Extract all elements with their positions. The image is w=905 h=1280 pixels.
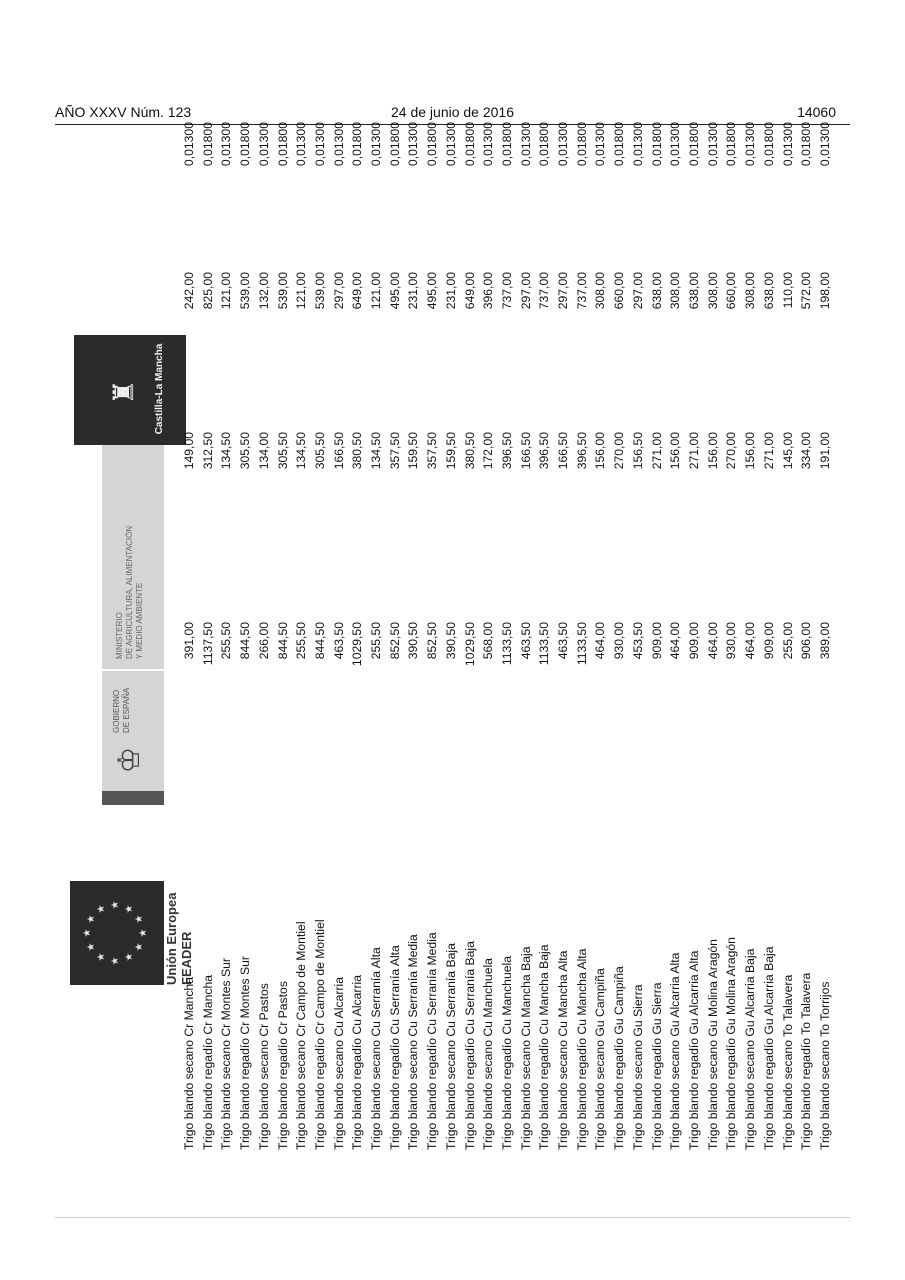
table-row <box>180 122 199 1150</box>
cell-desc: Trigo blando secano Gu Alcarria Alta <box>668 952 683 1150</box>
eu-flag-logo <box>70 881 164 985</box>
cell-v3: 737,00 <box>537 272 552 310</box>
cell-v1: 1137,50 <box>200 622 215 666</box>
table-row <box>217 122 236 1150</box>
cell-v4: 0,01300 <box>817 122 832 167</box>
cell-desc: Trigo blando regadío Cu Serranía Media <box>425 932 440 1150</box>
svg-text:★: ★ <box>134 914 145 924</box>
table-row <box>479 122 498 1150</box>
cell-v2: 134,50 <box>294 432 309 470</box>
cell-v3: 825,00 <box>200 272 215 310</box>
cell-v2: 134,50 <box>219 432 234 470</box>
rotated-content <box>62 110 842 1150</box>
table-row <box>704 122 723 1150</box>
cell-v2: 334,00 <box>799 432 814 470</box>
cell-v1: 453,50 <box>630 622 645 660</box>
cell-desc: Trigo blando secano Cr Montes Sur <box>219 958 234 1150</box>
cell-v2: 134,00 <box>256 432 271 470</box>
cell-desc: Trigo blando secano Cr Pastos <box>256 983 271 1150</box>
cell-v2: 166,50 <box>331 432 346 470</box>
cell-v3: 110,00 <box>780 272 795 309</box>
table-row <box>199 122 218 1150</box>
cell-v3: 231,00 <box>443 272 458 310</box>
table-row <box>423 122 442 1150</box>
cell-desc: Trigo blando regadío Cu Mancha Alta <box>574 948 589 1150</box>
cell-v4: 0,01300 <box>369 122 384 167</box>
cell-v3: 660,00 <box>612 272 627 310</box>
cell-v1: 390,50 <box>443 622 458 660</box>
cell-v2: 357,50 <box>425 432 440 470</box>
cell-v2: 156,00 <box>593 432 608 470</box>
table-row <box>498 122 517 1150</box>
cell-v4: 0,01300 <box>331 122 346 167</box>
table-row <box>255 122 274 1150</box>
cell-v3: 121,00 <box>369 272 384 310</box>
cell-v3: 737,00 <box>574 272 589 310</box>
cell-desc: Trigo blando secano To Torrijos <box>817 981 832 1150</box>
cell-desc: Trigo blando secano To Talavera <box>780 974 795 1150</box>
cell-v2: 172,00 <box>481 432 496 470</box>
cell-v4: 0,01300 <box>406 122 421 167</box>
cell-v1: 391,00 <box>182 622 196 660</box>
cell-v4: 0,01800 <box>686 122 701 167</box>
cell-v3: 242,00 <box>182 272 196 310</box>
cell-v1: 463,50 <box>518 622 533 660</box>
table-row <box>610 122 629 1150</box>
cell-v4: 0,01300 <box>481 122 496 167</box>
cell-v2: 156,00 <box>668 432 683 470</box>
cell-v2: 305,50 <box>312 432 327 470</box>
cell-desc: Trigo blando secano Cu Mancha Alta <box>556 950 571 1150</box>
cell-v3: 495,00 <box>387 272 402 310</box>
cell-v3: 638,00 <box>686 272 701 310</box>
cell-desc: Trigo blando secano Gu Campiña <box>593 968 608 1150</box>
gobierno-logo <box>102 671 164 805</box>
cell-v1: 463,50 <box>556 622 571 660</box>
cell-desc: Trigo blando secano Cr Mancha <box>182 977 196 1150</box>
cell-desc: Trigo blando regadío Cu Manchuela <box>499 956 514 1150</box>
cell-v4: 0,01800 <box>425 122 440 167</box>
spain-coat-of-arms-icon: ♔ <box>113 746 146 774</box>
cell-v4: 0,01800 <box>499 122 514 167</box>
cell-v4: 0,01800 <box>238 122 253 167</box>
cell-v3: 121,00 <box>294 272 309 310</box>
svg-text:★: ★ <box>134 942 145 952</box>
cell-desc: Trigo blando secano Cu Mancha Baja <box>518 946 533 1150</box>
cell-v4: 0,01800 <box>612 122 627 167</box>
cell-v3: 638,00 <box>649 272 664 310</box>
svg-text:★: ★ <box>96 904 107 914</box>
table-row <box>629 122 648 1150</box>
table-row <box>648 122 667 1150</box>
cell-v1: 930,00 <box>724 622 739 660</box>
table-row <box>797 122 816 1150</box>
cell-desc: Trigo blando secano Cr Campo de Montiel <box>294 921 309 1150</box>
cell-v3: 297,00 <box>556 272 571 310</box>
cell-v4: 0,01300 <box>312 122 327 167</box>
cell-v1: 909,00 <box>686 622 701 660</box>
svg-text:★: ★ <box>86 942 97 952</box>
cell-v2: 357,50 <box>387 432 402 470</box>
cell-v2: 312,50 <box>200 432 215 470</box>
cell-v3: 638,00 <box>761 272 776 310</box>
cell-v1: 844,50 <box>238 622 253 660</box>
cell-v1: 852,50 <box>425 622 440 660</box>
cell-v2: 305,50 <box>275 432 290 470</box>
cell-v1: 906,00 <box>799 622 814 660</box>
cell-desc: Trigo blando regadío Cr Pastos <box>275 981 290 1150</box>
table-row <box>236 122 255 1150</box>
cell-v4: 0,01300 <box>556 122 571 167</box>
cell-v1: 909,00 <box>649 622 664 660</box>
cell-desc: Trigo blando regadío Gu Alcarria Alta <box>686 950 701 1150</box>
cell-desc: Trigo blando regadío Gu Campiña <box>612 966 627 1150</box>
cell-v4: 0,01800 <box>275 122 290 167</box>
cell-v4: 0,01800 <box>200 122 215 167</box>
cell-v4: 0,01800 <box>799 122 814 167</box>
cell-v3: 539,00 <box>312 272 327 310</box>
table-row <box>535 122 554 1150</box>
cell-v3: 132,00 <box>256 272 271 310</box>
cell-v2: 166,50 <box>518 432 533 470</box>
cell-v1: 930,00 <box>612 622 627 660</box>
cell-v2: 166,50 <box>556 432 571 470</box>
table-row <box>666 122 685 1150</box>
table-row <box>722 122 741 1150</box>
svg-text:★: ★ <box>124 904 135 914</box>
cell-v3: 308,00 <box>705 272 720 310</box>
cell-v4: 0,01800 <box>724 122 739 167</box>
cell-desc: Trigo blando regadío Cr Mancha <box>200 974 215 1150</box>
cell-v1: 909,00 <box>761 622 776 660</box>
cell-v2: 149,00 <box>182 432 196 470</box>
table-row <box>292 122 311 1150</box>
cell-v2: 380,50 <box>350 432 365 470</box>
gobierno-label: GOBIERNO DE ESPAÑA <box>112 687 131 733</box>
cell-v1: 1133,50 <box>537 622 552 666</box>
cell-v3: 649,00 <box>462 272 477 310</box>
svg-text:★: ★ <box>86 914 97 924</box>
eu-stars-icon <box>70 881 164 985</box>
cell-v3: 396,00 <box>481 272 496 310</box>
table-row <box>760 122 779 1150</box>
svg-text:★: ★ <box>110 956 121 966</box>
cell-v2: 271,00 <box>761 432 776 470</box>
cell-desc: Trigo blando regadío Cr Campo de Montiel <box>312 919 327 1150</box>
cell-v2: 396,50 <box>499 432 514 470</box>
page-number: 14060 <box>797 104 836 120</box>
cell-desc: Trigo blando secano Gu Molina Aragón <box>705 939 720 1150</box>
cell-v2: 396,50 <box>537 432 552 470</box>
cell-v3: 308,00 <box>668 272 683 310</box>
cell-v1: 844,50 <box>312 622 327 660</box>
cell-v3: 198,00 <box>817 272 832 310</box>
svg-text:★: ★ <box>82 928 93 938</box>
cell-v1: 463,50 <box>331 622 346 660</box>
cell-v1: 1133,50 <box>574 622 589 666</box>
cell-desc: Trigo blando secano Cu Alcarria <box>331 977 346 1150</box>
cell-desc: Trigo blando secano Cu Manchuela <box>481 958 496 1150</box>
table-row <box>741 122 760 1150</box>
cell-v4: 0,01300 <box>294 122 309 167</box>
cell-v4: 0,01300 <box>518 122 533 167</box>
spain-flag-bar <box>102 791 164 805</box>
clm-label: Castilla-La Mancha <box>154 343 165 435</box>
cell-v3: 539,00 <box>275 272 290 310</box>
cell-v3: 297,00 <box>331 272 346 310</box>
data-table <box>180 122 835 1150</box>
ministerio-label: MINISTERIO DE AGRICULTURA, ALIMENTACIÓN Y MEDIO AMBIENTE <box>115 525 144 659</box>
cell-v1: 255,50 <box>294 622 309 660</box>
table-row <box>442 122 461 1150</box>
table-row <box>367 122 386 1150</box>
cell-v4: 0,01300 <box>182 122 196 167</box>
cell-v4: 0,01800 <box>649 122 664 167</box>
cell-desc: Trigo blando secano Cu Serranía Media <box>406 934 421 1150</box>
cell-v3: 297,00 <box>518 272 533 310</box>
cell-desc: Trigo blando regadío Cu Alcarria <box>350 974 365 1150</box>
cell-v3: 539,00 <box>238 272 253 310</box>
cell-v2: 396,50 <box>574 432 589 470</box>
cell-desc: Trigo blando regadío Gu Sierra <box>649 982 664 1150</box>
table-row <box>330 122 349 1150</box>
cell-v1: 266,00 <box>256 622 271 660</box>
cell-v3: 649,00 <box>350 272 365 310</box>
cell-v3: 660,00 <box>724 272 739 310</box>
table-row <box>554 122 573 1150</box>
cell-v2: 159,50 <box>406 432 421 470</box>
cell-v1: 389,00 <box>817 622 832 660</box>
cell-v2: 134,50 <box>369 432 384 470</box>
table-row <box>348 122 367 1150</box>
cell-v1: 255,50 <box>369 622 384 660</box>
cell-v4: 0,01300 <box>219 122 234 167</box>
table-row <box>404 122 423 1150</box>
cell-v2: 380,50 <box>462 432 477 470</box>
table-row <box>685 122 704 1150</box>
svg-text:★: ★ <box>124 952 135 962</box>
cell-v4: 0,01800 <box>462 122 477 167</box>
cell-v2: 159,50 <box>443 432 458 470</box>
table-row <box>816 122 835 1150</box>
cell-desc: Trigo blando secano Gu Alcarria Baja <box>743 948 758 1150</box>
cell-v4: 0,01800 <box>574 122 589 167</box>
cell-v1: 1029,50 <box>350 622 365 667</box>
cell-v2: 191,00 <box>817 432 832 470</box>
cell-v2: 156,50 <box>630 432 645 470</box>
table-row <box>517 122 536 1150</box>
table-row <box>573 122 592 1150</box>
svg-text:★: ★ <box>110 900 121 910</box>
svg-text:★: ★ <box>138 928 149 938</box>
table-row <box>386 122 405 1150</box>
table-row <box>591 122 610 1150</box>
cell-v2: 156,00 <box>743 432 758 470</box>
cell-v4: 0,01800 <box>387 122 402 167</box>
issue-number: AÑO XXXV Núm. 123 <box>55 104 192 120</box>
clm-castle-icon: ♜ <box>108 379 139 405</box>
cell-v2: 156,00 <box>705 432 720 470</box>
cell-v1: 255,00 <box>780 622 795 660</box>
cell-v2: 270,00 <box>612 432 627 470</box>
cell-desc: Trigo blando regadío Cu Serranía Baja <box>462 941 477 1150</box>
cell-v2: 145,00 <box>780 432 795 470</box>
cell-v1: 1029,50 <box>462 622 477 667</box>
cell-v1: 390,50 <box>406 622 421 660</box>
table-row <box>779 122 798 1150</box>
cell-v2: 305,50 <box>238 432 253 470</box>
cell-v3: 737,00 <box>499 272 514 310</box>
cell-v3: 121,00 <box>219 272 234 310</box>
cell-v1: 464,00 <box>705 622 720 660</box>
cell-v1: 464,00 <box>593 622 608 660</box>
cell-v2: 270,00 <box>724 432 739 470</box>
cell-v3: 308,00 <box>743 272 758 310</box>
cell-v4: 0,01300 <box>443 122 458 167</box>
table-row <box>311 122 330 1150</box>
svg-text:★: ★ <box>96 952 107 962</box>
table-row <box>274 122 293 1150</box>
cell-desc: Trigo blando regadío Cr Montes Sur <box>238 956 253 1150</box>
cell-v4: 0,01300 <box>705 122 720 167</box>
castilla-la-mancha-logo <box>74 335 186 445</box>
cell-v1: 568,00 <box>481 622 496 660</box>
cell-v4: 0,01300 <box>593 122 608 167</box>
publication-date: 24 de junio de 2016 <box>391 104 514 120</box>
cell-v1: 464,00 <box>668 622 683 660</box>
cell-desc: Trigo blando regadío Gu Molina Aragón <box>724 937 739 1150</box>
cell-v2: 271,00 <box>686 432 701 470</box>
cell-desc: Trigo blando secano Gu Sierra <box>630 984 645 1150</box>
cell-v3: 572,00 <box>799 272 814 310</box>
cell-v1: 1133,50 <box>499 622 514 666</box>
cell-v4: 0,01300 <box>743 122 758 167</box>
cell-v1: 852,50 <box>387 622 402 660</box>
cell-desc: Trigo blando secano Cu Serranía Baja <box>443 943 458 1150</box>
cell-v4: 0,01300 <box>780 122 795 167</box>
cell-desc: Trigo blando regadío Cu Mancha Baja <box>537 944 552 1150</box>
cell-desc: Trigo blando regadío Cu Serranía Alta <box>387 945 402 1150</box>
cell-desc: Trigo blando regadío Gu Alcarria Baja <box>761 946 776 1150</box>
cell-v4: 0,01800 <box>537 122 552 167</box>
cell-v4: 0,01300 <box>668 122 683 167</box>
cell-v1: 255,50 <box>219 622 234 660</box>
cell-desc: Trigo blando regadío To Talavera <box>799 972 814 1150</box>
cell-v3: 231,00 <box>406 272 421 310</box>
cell-v4: 0,01300 <box>630 122 645 167</box>
cell-v4: 0,01800 <box>350 122 365 167</box>
cell-v4: 0,01800 <box>761 122 776 167</box>
cell-v3: 308,00 <box>593 272 608 310</box>
eu-feader-label: Unión Europea FEADER <box>164 892 194 985</box>
cell-desc: Trigo blando secano Cu Serranía Alta <box>369 947 384 1150</box>
footer-rule <box>55 1217 850 1218</box>
cell-v1: 844,50 <box>275 622 290 660</box>
cell-v2: 271,00 <box>649 432 664 470</box>
cell-v3: 297,00 <box>630 272 645 310</box>
cell-v1: 464,00 <box>743 622 758 660</box>
table-row <box>461 122 480 1150</box>
cell-v4: 0,01300 <box>256 122 271 167</box>
cell-v3: 495,00 <box>425 272 440 310</box>
